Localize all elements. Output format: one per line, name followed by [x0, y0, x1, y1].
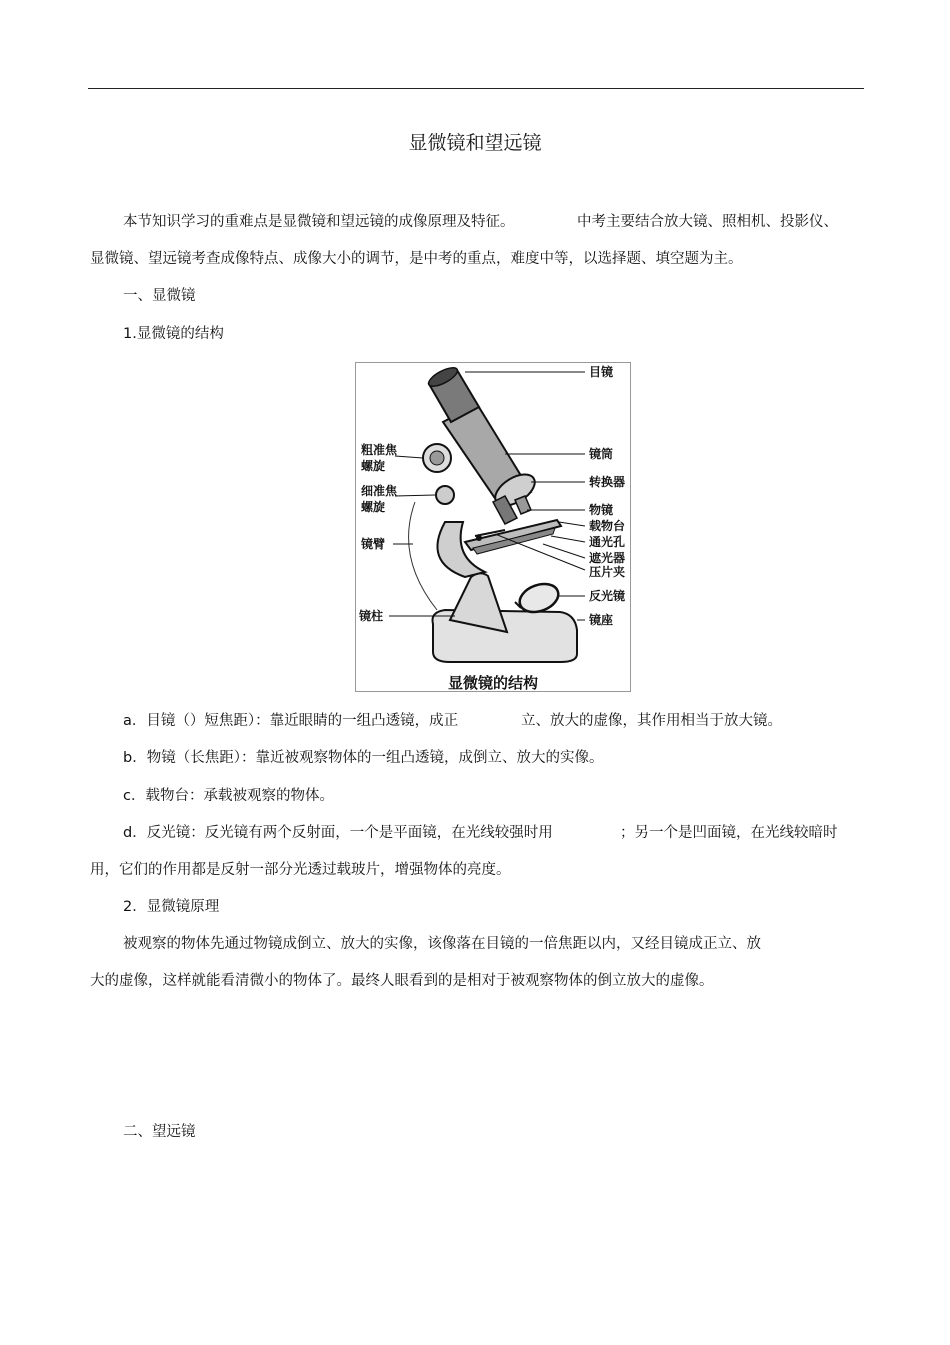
label-diaphragm: 遮光器 [589, 551, 626, 565]
microscope-figure [355, 362, 631, 692]
label-pillar: 镜柱 [359, 609, 384, 623]
section1-heading: 一、显微镜 [123, 288, 196, 304]
item-a-part2: 立、放大的虚像，其作用相当于放大镜。 [521, 713, 782, 729]
intro-line1a: 本节知识学习的重难点是显微镜和望远镜的成像原理及特征。 [123, 214, 515, 230]
item-c: c．载物台：承载被观察的物体。 [123, 788, 334, 804]
principle-line2: 大的虚像，这样就能看清微小的物体了。最终人眼看到的是相对于被观察物体的倒立放大的虚像。 [90, 973, 714, 989]
figure-caption: 显微镜的结构 [447, 674, 539, 692]
label-mirror: 反光镜 [589, 589, 626, 603]
fine-knob [436, 486, 454, 504]
label-eyepiece: 目镜 [589, 365, 614, 379]
label-objective: 物镜 [589, 503, 614, 517]
section1-sub1: 1.显微镜的结构 [123, 326, 224, 342]
item-b: b．物镜（长焦距）：靠近被观察物体的一组凸透镜，成倒立、放大的实像。 [123, 750, 604, 766]
section2-heading: 二、望远镜 [123, 1124, 196, 1140]
clip-pin [476, 535, 482, 541]
item-d-part1: d．反光镜：反光镜有两个反射面，一个是平面镜，在光线较强时用 [123, 825, 553, 841]
header-rule [88, 88, 864, 89]
label-coarse1: 粗准焦 [361, 443, 398, 457]
item-d-part3: 用，它们的作用都是反射一部分光透过载玻片，增强物体的亮度。 [90, 862, 511, 878]
label-tube: 镜筒 [589, 447, 614, 461]
page-title: 显微镜和望远镜 [408, 132, 542, 154]
label-base: 镜座 [589, 613, 614, 627]
label-nosepiece: 转换器 [589, 475, 626, 489]
label-fine2: 螺旋 [361, 500, 386, 514]
microscope-diagram [355, 362, 631, 692]
label-stage: 载物台 [589, 519, 626, 533]
label-fine1: 细准焦 [361, 484, 398, 498]
principle-line1: 被观察的物体先通过物镜成倒立、放大的实像，该像落在目镜的一倍焦距以内，又经目镜成正立、放 [123, 936, 761, 952]
item-a-part1: a．目镜（）短焦距）：靠近眼睛的一组凸透镜，成正 [123, 713, 459, 729]
intro-line2: 显微镜、望远镜考查成像特点、成像大小的调节，是中考的重点，难度中等，以选择题、填空题为主。 [90, 251, 743, 267]
section1-sub2: 2．显微镜原理 [123, 899, 220, 915]
coarse-knob-center [430, 451, 444, 465]
label-coarse2: 螺旋 [361, 459, 386, 473]
item-d-part2: ；另一个是凹面镜，在光线较暗时 [620, 825, 838, 841]
intro-line1b: 中考主要结合放大镜、照相机、投影仪、 [577, 214, 838, 230]
label-clip: 压片夹 [589, 565, 626, 579]
label-arm: 镜臂 [361, 537, 386, 551]
label-aperture: 通光孔 [589, 535, 626, 549]
